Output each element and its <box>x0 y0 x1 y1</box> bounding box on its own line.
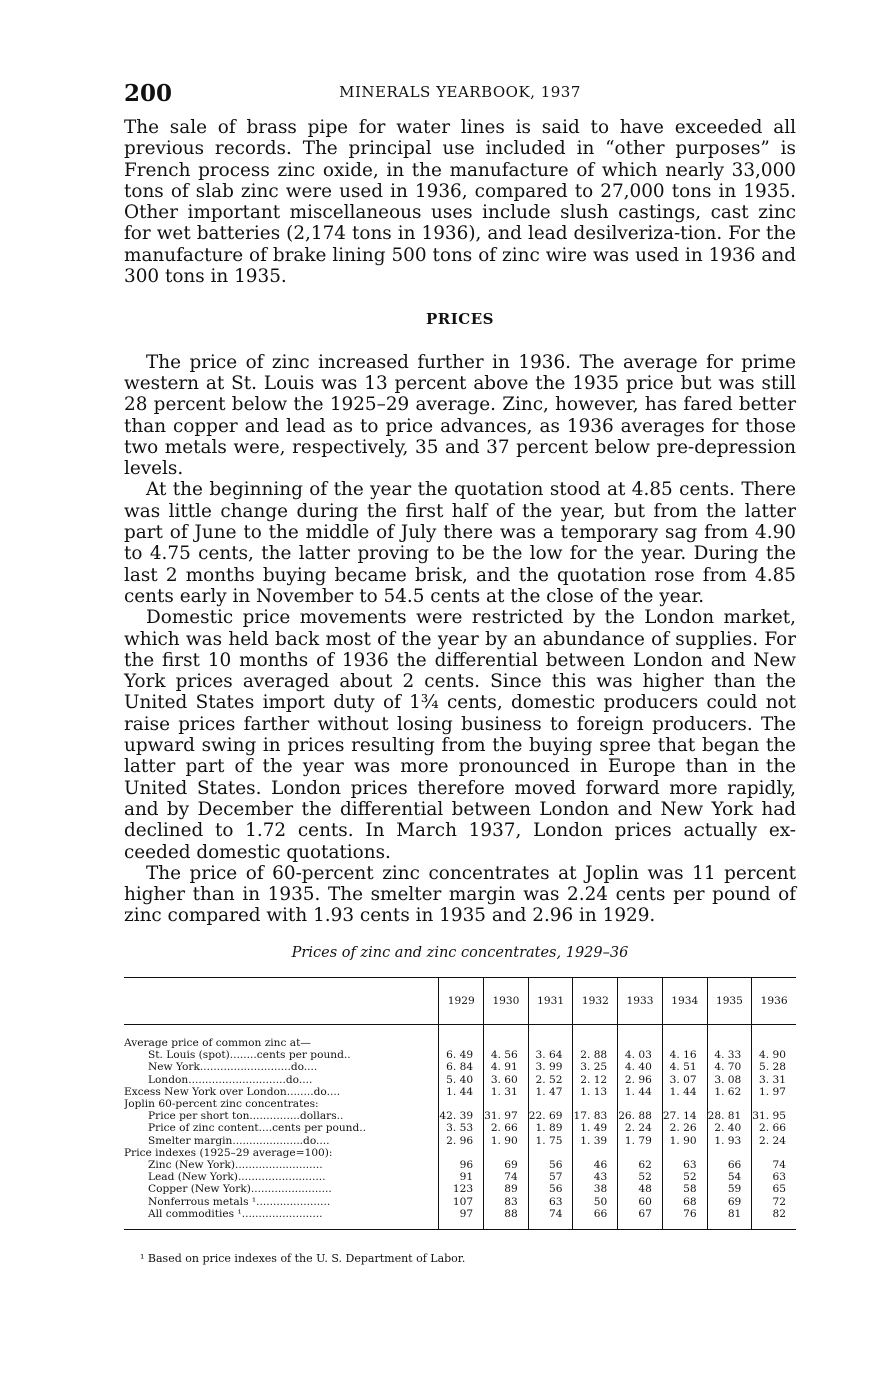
table-cell: 123 <box>439 1183 484 1195</box>
year-header: 1933 <box>618 978 663 1025</box>
table-cell: 3. 25 <box>573 1061 618 1073</box>
row-label: Zinc (New York).......................... <box>124 1159 439 1171</box>
table-cell: 2. 66 <box>759 1122 786 1135</box>
table-row <box>124 1086 796 1098</box>
table-row <box>124 1135 796 1147</box>
paragraph-concentrates: The price of 60-percent zinc concentrates at Joplin was 11 percent higher than in 1935. The smelter margin was 2.24 cents per pound of zinc compared with 1.93 cents in 1935 and 2.96 in 1929. <box>124 862 796 927</box>
table-cell: 4. 16 <box>662 1049 707 1061</box>
table-cell: 52 <box>618 1171 663 1183</box>
table-cell: 66 <box>573 1208 618 1230</box>
table-footnote: ¹ Based on price indexes of the U. S. Department of Labor. <box>140 1252 466 1265</box>
table-cell: 5. 28 <box>759 1061 786 1074</box>
paragraph-quotation: At the beginning of the year the quotation stood at 4.85 cents. There was little change during the first half of the year, but from the latter part of June to the middle of July there was a temporary sag from 4.90 to 4.75 cents, the latter proving to be the low for the year. During the last 2 months buying became brisk, and the quotation rose from 4.85 cents early in November to 54.5 cents at the close of the year. <box>124 479 796 607</box>
table-cell: 2. 66 <box>484 1122 529 1134</box>
table-cell <box>662 1037 707 1049</box>
table-cell: 3. 31 <box>759 1073 786 1086</box>
row-label: Average price of common zinc at— <box>124 1037 439 1049</box>
year-header: 1934 <box>662 978 707 1025</box>
table-cell: 56 <box>528 1183 573 1195</box>
table-row <box>124 1037 796 1049</box>
row-label: Nonferrous metals ¹...................... <box>124 1196 439 1208</box>
page-number: 200 <box>124 80 173 107</box>
row-label: Excess New York over London........do.... <box>124 1086 439 1098</box>
table-cell <box>573 1037 618 1049</box>
year-header: 1935 <box>707 978 752 1025</box>
table-cell: 4. 56 <box>484 1049 529 1061</box>
table-cell: 69 <box>707 1196 752 1208</box>
table-cell: 88 <box>484 1208 529 1230</box>
table-cell: 69 <box>484 1159 529 1171</box>
table-row <box>124 1159 796 1171</box>
table-cell: 1. 49 <box>573 1122 618 1134</box>
table-row <box>124 1196 796 1208</box>
row-label: Smelter margin.....................do.... <box>124 1135 439 1147</box>
table-cell <box>752 1037 796 1049</box>
table-cell: 2. 24 <box>759 1134 786 1147</box>
table-row <box>124 1208 796 1230</box>
table-cell <box>752 1098 796 1110</box>
table-row <box>124 1110 796 1122</box>
table-cell: 42. 39 <box>439 1110 484 1122</box>
table-cell: 72 <box>772 1195 786 1208</box>
table-row <box>124 1147 796 1159</box>
table-cell: 81 <box>707 1208 752 1230</box>
table-cell: 26. 88 <box>618 1110 663 1122</box>
section-heading-prices: PRICES <box>426 310 494 329</box>
table-cell: 74 <box>528 1208 573 1230</box>
table-cell: 1. 31 <box>484 1086 529 1098</box>
table-cell: 3. 08 <box>707 1074 752 1086</box>
table-cell: 2. 88 <box>573 1049 618 1061</box>
body-text <box>124 117 796 927</box>
table-cell: 22. 69 <box>528 1110 573 1122</box>
table-cell: 63 <box>528 1196 573 1208</box>
table-cell: 96 <box>439 1159 484 1171</box>
table-cell: 27. 14 <box>662 1110 707 1122</box>
table-cell: 4. 03 <box>618 1049 663 1061</box>
table-cell: 31. 95 <box>752 1110 786 1123</box>
table-cell <box>618 1147 663 1159</box>
row-label: All commodities ¹........................ <box>124 1208 439 1230</box>
row-label: Price indexes (1925–29 average=100): <box>124 1147 439 1159</box>
table-cell: 4. 51 <box>662 1061 707 1073</box>
table-cell: 57 <box>528 1171 573 1183</box>
table-cell <box>707 1037 752 1049</box>
table-cell: 2. 40 <box>707 1122 752 1134</box>
table-cell: 4. 70 <box>707 1061 752 1073</box>
table-cell <box>618 1037 663 1049</box>
table-cell: 38 <box>573 1183 618 1195</box>
table-cell: 89 <box>484 1183 529 1195</box>
row-label: Price of zinc content....cents per pound.. <box>124 1122 439 1134</box>
table-cell <box>484 1037 529 1049</box>
table-row <box>124 1171 796 1183</box>
row-label: Copper (New York)........................ <box>124 1183 439 1195</box>
table-title: Prices of zinc and zinc concentrates, 1929–36 <box>291 945 629 961</box>
table-cell: 1. 62 <box>707 1086 752 1098</box>
table-cell: 107 <box>439 1196 484 1208</box>
table-cell <box>707 1098 752 1110</box>
table-cell <box>662 1147 707 1159</box>
table-cell <box>439 1098 484 1110</box>
table-cell: 58 <box>662 1183 707 1195</box>
page-header <box>124 80 796 110</box>
table-cell: 46 <box>573 1159 618 1171</box>
table-row <box>124 1049 796 1061</box>
table-cell: 1. 79 <box>618 1135 663 1147</box>
table-cell: 1. 93 <box>707 1135 752 1147</box>
paragraph-brass-pipe: The sale of brass pipe for water lines is said to have exceeded all previous records. The principal use included in “other purposes” is French process zinc oxide, in the manufacture of which nearly 33,000 tons of slab zinc were used in 1936, compared to 27,000 tons in 1935. Other important miscellaneous uses include slush castings, cast zinc for wet batteries (2,174 tons in 1936), and lead desilveriza-tion. For the manufacture of brake lining 500 tons of zinc wire was used in 1936 and 300 tons in 1935. <box>124 117 796 288</box>
row-label: Joplin 60-percent zinc concentrates: <box>124 1098 439 1110</box>
table-cell <box>484 1147 529 1159</box>
table-cell: 1. 90 <box>484 1135 529 1147</box>
table-cell: 4. 33 <box>707 1049 752 1061</box>
table-cell: 91 <box>439 1171 484 1183</box>
table-cell: 50 <box>573 1196 618 1208</box>
table-cell <box>662 1098 707 1110</box>
row-label: London.............................do.... <box>124 1074 439 1086</box>
table-cell: 1. 97 <box>759 1085 786 1098</box>
table-cell <box>752 1147 796 1159</box>
table-cell: 2. 52 <box>528 1074 573 1086</box>
table-cell <box>707 1147 752 1159</box>
table-cell: 1. 47 <box>528 1086 573 1098</box>
row-label: St. Louis (spot)........cents per pound.. <box>124 1049 439 1061</box>
table-cell: 17. 83 <box>573 1110 618 1122</box>
table-cell: 1. 89 <box>528 1122 573 1134</box>
table-row <box>124 1061 796 1073</box>
table-cell: 4. 40 <box>618 1061 663 1073</box>
running-head: MINERALS YEARBOOK, 1937 <box>339 83 581 101</box>
table-cell <box>528 1147 573 1159</box>
table-cell: 5. 40 <box>439 1074 484 1086</box>
table-cell: 62 <box>618 1159 663 1171</box>
table-row <box>124 1074 796 1086</box>
table-cell: 3. 64 <box>528 1049 573 1061</box>
table-cell: 67 <box>618 1208 663 1230</box>
table-cell: 4. 90 <box>759 1049 786 1062</box>
table-cell <box>484 1098 529 1110</box>
table-cell: 2. 12 <box>573 1074 618 1086</box>
table-cell: 52 <box>662 1171 707 1183</box>
table-cell: 2. 96 <box>439 1135 484 1147</box>
table-cell: 74 <box>772 1159 786 1172</box>
table-cell: 1. 44 <box>618 1086 663 1098</box>
year-header: 1931 <box>528 978 573 1025</box>
table-cell: 3. 53 <box>439 1122 484 1134</box>
table-cell: 2. 96 <box>618 1074 663 1086</box>
table-cell: 60 <box>618 1196 663 1208</box>
table-row <box>124 1098 796 1110</box>
table-cell: 48 <box>618 1183 663 1195</box>
table-cell: 28. 81 <box>707 1110 752 1122</box>
table-cell <box>573 1147 618 1159</box>
table-cell: 1. 44 <box>439 1086 484 1098</box>
table-cell: 63 <box>772 1171 786 1184</box>
table-cell <box>528 1098 573 1110</box>
table-cell: 66 <box>707 1159 752 1171</box>
paragraph-price-increase: The price of zinc increased further in 1936. The average for prime western at St. Louis was 13 percent above the 1935 price but was still 28 percent below the 1925–29 average. Zinc, however, has fared better than copper and lead as to price advances, as 1936 averages for those two metals were, respectively, 35 and 37 percent below pre-depression levels. <box>124 351 796 480</box>
table-cell: 82 <box>752 1208 796 1230</box>
table-cell: 56 <box>528 1159 573 1171</box>
table-cell: 1. 44 <box>662 1086 707 1098</box>
table-cell: 74 <box>484 1171 529 1183</box>
table-cell: 2. 24 <box>618 1122 663 1134</box>
table-cell <box>618 1098 663 1110</box>
table-spacer-row <box>124 1025 796 1038</box>
table-cell: 6. 84 <box>439 1061 484 1073</box>
row-label: Price per short ton...............dollars.. <box>124 1110 439 1122</box>
table-cell: 76 <box>662 1208 707 1230</box>
table-cell: 83 <box>484 1196 529 1208</box>
table-cell: 97 <box>439 1208 484 1230</box>
table-cell <box>573 1098 618 1110</box>
year-header: 1932 <box>573 978 618 1025</box>
row-label: Lead (New York).......................... <box>124 1171 439 1183</box>
year-header: 1936 <box>752 978 796 1025</box>
table-cell <box>439 1037 484 1049</box>
table-cell: 3. 07 <box>662 1074 707 1086</box>
table-cell <box>528 1037 573 1049</box>
table-cell: 1. 90 <box>662 1135 707 1147</box>
table-cell: 59 <box>707 1183 752 1195</box>
table-cell: 1. 39 <box>573 1135 618 1147</box>
table-cell: 54 <box>707 1171 752 1183</box>
table-cell: 1. 75 <box>528 1135 573 1147</box>
table-cell: 31. 97 <box>484 1110 529 1122</box>
row-label: New York...........................do.... <box>124 1061 439 1073</box>
table-header-row <box>124 978 796 1025</box>
table-cell: 43 <box>573 1171 618 1183</box>
table-row <box>124 1183 796 1195</box>
table-cell: 63 <box>662 1159 707 1171</box>
table-cell: 65 <box>772 1183 786 1196</box>
table-cell <box>439 1147 484 1159</box>
table-row <box>124 1122 796 1134</box>
table-cell: 6. 49 <box>439 1049 484 1061</box>
prices-table <box>124 977 796 1230</box>
year-header: 1930 <box>484 978 529 1025</box>
table-stub-header <box>124 978 439 1025</box>
paragraph-domestic-movements: Domestic price movements were restricted by the London market, which was held back most of the year by an abundance of supplies. For the first 10 months of 1936 the differential between London and New York prices averaged about 2 cents. Since this was higher than the United States import duty of 1¾ cents, domestic producers could not raise prices farther without losing business to foreign producers. The upward swing in prices resulting from the buying spree that began the latter part of the year was more pronounced in Europe than in the United States. London prices therefore moved forward more rapidly, and by December the differential between London and New York had declined to 1.72 cents. In March 1937, London prices actually ex-ceeded domestic quotations. <box>124 607 796 863</box>
year-header: 1929 <box>439 978 484 1025</box>
table-cell: 2. 26 <box>662 1122 707 1134</box>
table-cell: 68 <box>662 1196 707 1208</box>
table-cell: 3. 99 <box>528 1061 573 1073</box>
table-cell: 3. 60 <box>484 1074 529 1086</box>
table-cell: 1. 13 <box>573 1086 618 1098</box>
table-cell: 4. 91 <box>484 1061 529 1073</box>
